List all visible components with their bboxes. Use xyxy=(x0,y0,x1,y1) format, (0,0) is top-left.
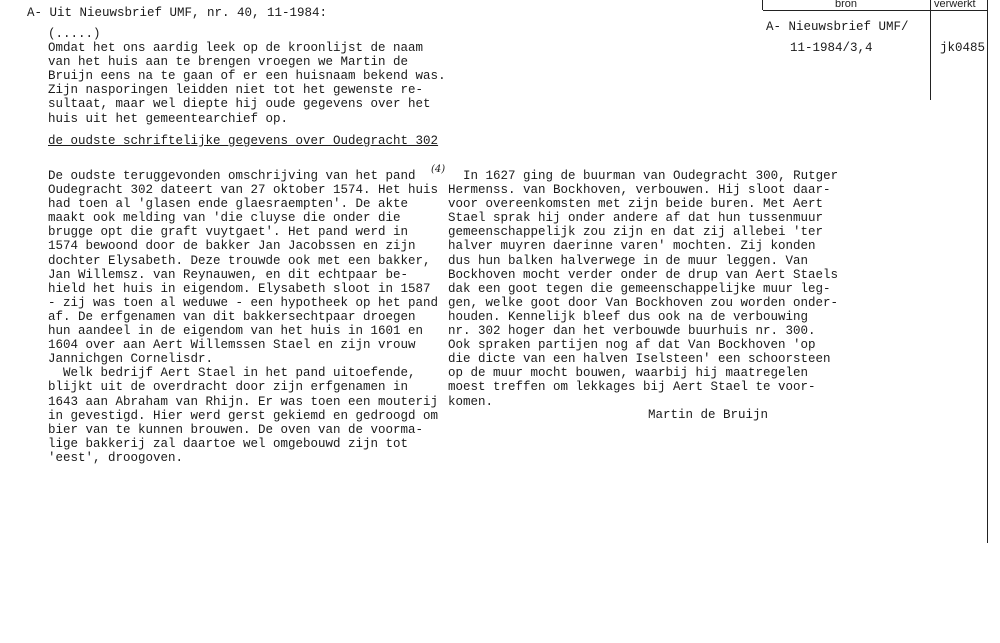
body-line: op de muur mocht bouwen, waarbij hij maatregelen xyxy=(448,366,809,381)
document-source-heading: A- Uit Nieuwsbrief UMF, nr. 40, 11-1984: xyxy=(27,6,328,20)
body-line: maakt ook melding van 'die cluyse die onder die xyxy=(48,211,401,226)
body-line: In 1627 ging de buurman van Oudegracht 300, Rutger xyxy=(463,169,839,183)
body-line: gemeenschappelijk zou zijn en dat zij allebei 'ter xyxy=(448,225,824,240)
sidebar-right-rule xyxy=(987,0,988,543)
sidebar-top-rule xyxy=(763,10,988,11)
body-line: 1604 over aan Aert Willemssen Stael en zijn vrouw xyxy=(48,338,416,353)
body-line: houden. Kennelijk bleef dus ook na de verbouwing xyxy=(448,309,809,324)
intro-line: Bruijn eens na te gaan of er een huisnaam bekend was. xyxy=(48,69,446,84)
body-line: lige bakkerij zal daartoe wel omgebouwd zijn tot xyxy=(48,436,409,451)
body-line: nr. 302 hoger dan het verbouwde buurhuis nr. 300. xyxy=(448,324,816,339)
body-line: Oudegracht 302 dateert van 27 oktober 1574. Het huis xyxy=(48,183,439,198)
body-line: dus hun balken halverwege in de muur leggen. Van xyxy=(448,253,809,268)
body-line: hield het huis in eigendom. Elysabeth sloot in 1587 xyxy=(48,281,431,296)
body-line: komen. xyxy=(448,394,494,409)
body-line: Bockhoven mocht verder onder de drup van Aert Staels xyxy=(448,267,839,282)
intro-line: Zijn nasporingen leidden niet tot het gewenste re- xyxy=(48,83,424,98)
sidebar-left-rule xyxy=(762,0,763,10)
body-line: 'eest', droogoven. xyxy=(48,450,184,465)
sidebar-code: jk0485 xyxy=(940,41,986,55)
body-line: blijkt uit de overdracht door zijn erfgenamen in xyxy=(48,380,409,395)
body-line: halver muyren daerinne varen' mochten. Zij konden xyxy=(448,239,816,254)
column-header-bron: bron xyxy=(835,0,858,10)
body-line: Welk bedrijf Aert Stael in het pand uitoefende, xyxy=(48,366,416,381)
body-line: die dicte van een halven Iselsteen' een schoorsteen xyxy=(448,352,831,367)
right-column-text xyxy=(448,169,838,409)
intro-paragraph xyxy=(48,27,446,126)
intro-line: huis uit het gemeentearchief op. xyxy=(48,111,289,126)
margin-page-mark: (4) xyxy=(431,164,446,175)
body-line: 1643 aan Abraham van Rhijn. Er was toen een mouterij xyxy=(48,394,439,409)
body-line: Jan Willemsz. van Reynauwen, en dit echtpaar be- xyxy=(48,267,409,282)
body-line: Jannichgen Cornelisdr. xyxy=(48,352,214,367)
sidebar-source-line2: 11-1984/3,4 xyxy=(790,41,873,55)
intro-line: Omdat het ons aardig leek op de kroonlijst de naam xyxy=(48,41,424,56)
body-line: hun aandeel in de eigendom van het huis in 1601 en xyxy=(48,324,424,339)
body-line: moest treffen om lekkages bij Aert Stael te voor- xyxy=(448,380,816,395)
body-line: Ook spraken partijen nog af dat Van Bockhoven 'op xyxy=(448,338,816,353)
author-signature: Martin de Bruijn xyxy=(648,408,769,422)
body-line: gen, welke goot door Van Bockhoven zou worden onder- xyxy=(448,295,839,310)
body-line: in gevestigd. Hier werd gerst gekiemd en gedroogd om xyxy=(48,408,439,423)
body-line: dak een goot tegen die gemeenschappelijke muur leg- xyxy=(448,281,831,296)
body-line: had toen al 'glasen ende glaesraempten'. De akte xyxy=(48,197,409,212)
body-line: - zij was toen al weduwe - een hypotheek op het pand xyxy=(48,295,439,310)
sidebar-divider-rule xyxy=(930,0,931,100)
body-line: De oudste teruggevonden omschrijving van het pand xyxy=(48,169,416,183)
body-line: Hermenss. van Bockhoven, verbouwen. Hij sloot daar- xyxy=(448,183,831,198)
body-line: voor overeenkomsten met zijn beide buren. Met Aert xyxy=(448,197,824,212)
intro-line: sultaat, maar wel diepte hij oude gegevens over het xyxy=(48,97,431,112)
body-line: af. De erfgenamen van dit bakkersechtpaar droegen xyxy=(48,309,416,324)
body-line: 1574 bewoond door de bakker Jan Jacobssen en zijn xyxy=(48,239,416,254)
body-line: dochter Elysabeth. Deze trouwde ook met een bakker, xyxy=(48,253,431,268)
intro-line: van het huis aan te brengen vroegen we Martin de xyxy=(48,55,409,70)
sidebar-source-line1: A- Nieuwsbrief UMF/ xyxy=(766,20,909,34)
section-title: de oudste schriftelijke gegevens over Oudegracht 302 xyxy=(48,134,439,148)
body-line: brugge opt die graft vuytgaet'. Het pand werd in xyxy=(48,225,409,240)
body-line: Stael sprak hij onder andere af dat hun tussenmuur xyxy=(448,211,824,226)
intro-line: (.....) xyxy=(48,27,101,41)
column-header-verwerkt: verwerkt xyxy=(934,0,976,10)
left-column-text xyxy=(48,169,438,465)
body-line: bier van te kunnen brouwen. De oven van de voorma- xyxy=(48,422,424,437)
